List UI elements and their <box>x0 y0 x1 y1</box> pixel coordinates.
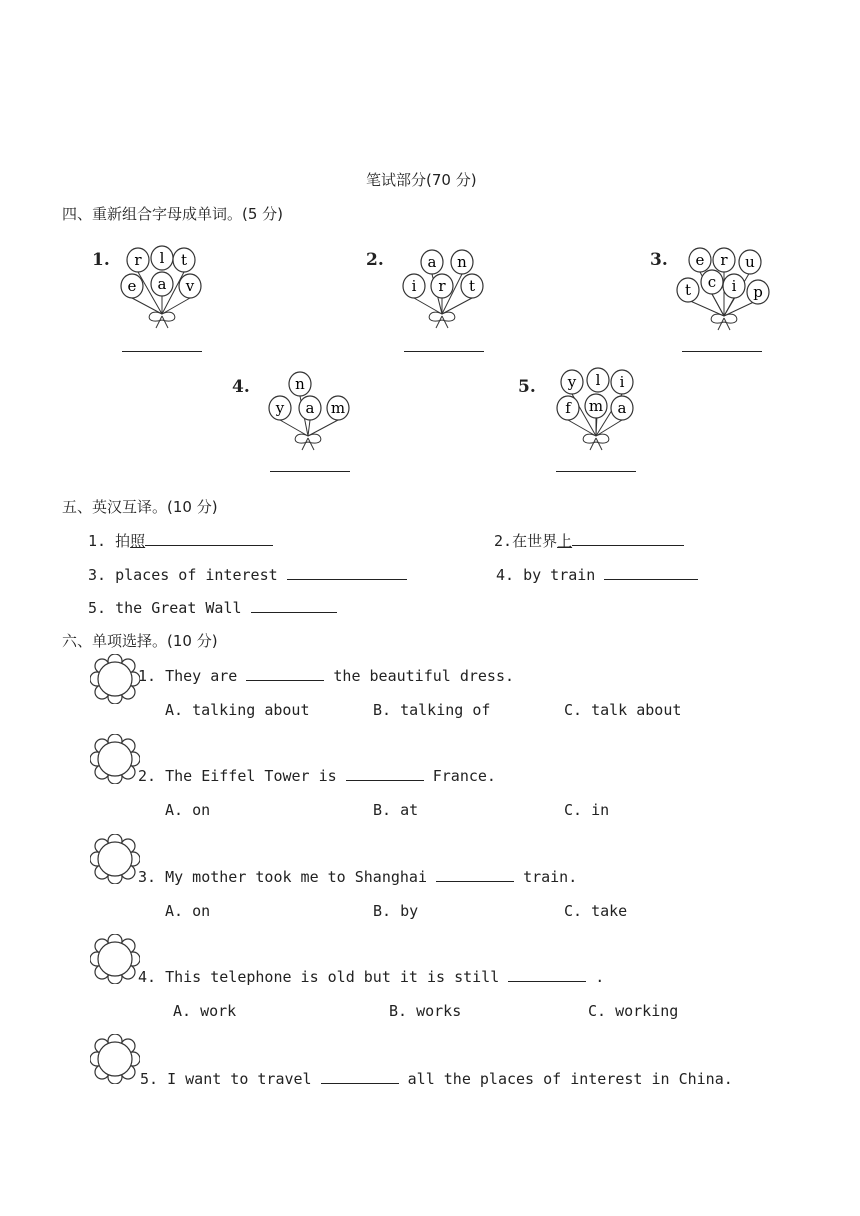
balloon-letter: f <box>565 399 571 417</box>
sec4-item-1-number: 1. <box>92 250 110 270</box>
option-b[interactable]: B. at <box>373 801 419 819</box>
balloon-letter: a <box>305 399 315 417</box>
option-a[interactable]: A. work <box>173 1002 237 1020</box>
answer-blank[interactable] <box>572 531 684 546</box>
balloon-letter: a <box>157 275 167 293</box>
option-b[interactable]: B. by <box>373 902 419 920</box>
balloon-letter: l <box>595 371 601 389</box>
answer-blank[interactable] <box>604 565 698 580</box>
answer-line-1[interactable] <box>122 350 202 352</box>
question-text: I want to travel <box>167 1070 312 1088</box>
question-2 <box>138 766 496 786</box>
question-4 <box>138 967 604 987</box>
answer-line-2[interactable] <box>404 350 484 352</box>
item-text: the Great Wall <box>115 599 242 617</box>
question-number: 3. <box>138 868 157 886</box>
question-5 <box>140 1069 733 1089</box>
sec5-item-2 <box>494 531 684 551</box>
balloon-letter: y <box>275 399 285 417</box>
balloon-letter: p <box>753 283 763 301</box>
balloon-letter: i <box>411 277 417 295</box>
balloon-letter: a <box>427 253 437 271</box>
question-number: 4. <box>138 968 157 986</box>
sec4-item-2-number: 2. <box>366 250 384 270</box>
balloon-letter: m <box>330 399 346 417</box>
balloon-letter: t <box>180 251 188 269</box>
option-a[interactable]: A. talking about <box>165 701 310 719</box>
answer-blank[interactable] <box>321 1069 399 1084</box>
page-title: 笔试部分(70 分) <box>366 171 477 189</box>
option-a[interactable]: A. on <box>165 801 211 819</box>
balloon-letter: l <box>159 249 165 267</box>
sec5-item-5 <box>88 598 337 618</box>
balloon-letter: r <box>720 251 728 269</box>
option-a[interactable]: A. on <box>165 902 211 920</box>
balloon-letter: i <box>619 373 625 391</box>
question-text: The Eiffel Tower is <box>165 767 337 785</box>
question-text: This telephone is old but it is still <box>165 968 500 986</box>
option-c[interactable]: C. in <box>564 801 610 819</box>
balloon-letter: n <box>457 253 467 271</box>
section-4-heading: 四、重新组合字母成单词。(5 分) <box>62 205 284 223</box>
answer-blank[interactable] <box>287 565 407 580</box>
question-number: 1. <box>138 667 157 685</box>
item-number: 3. <box>88 566 107 584</box>
balloon-letter: e <box>127 277 137 295</box>
item-text: places of interest <box>115 566 278 584</box>
answer-blank[interactable] <box>508 967 586 982</box>
balloon-bunch-4 <box>264 370 354 452</box>
flower-answer-box-3[interactable] <box>90 834 140 884</box>
section-5-heading: 五、英汉互译。(10 分) <box>62 498 218 516</box>
balloon-letter: n <box>295 375 305 393</box>
flower-answer-box-4[interactable] <box>90 934 140 984</box>
answer-blank[interactable] <box>346 766 424 781</box>
question-3 <box>138 867 577 887</box>
answer-line-5[interactable] <box>556 470 636 472</box>
balloon-letter: r <box>134 251 142 269</box>
option-c[interactable]: C. talk about <box>564 701 682 719</box>
question-text: . <box>595 968 605 986</box>
question-number: 2. <box>138 767 157 785</box>
item-number: 1. <box>88 532 107 550</box>
item-number: 4. <box>496 566 515 584</box>
item-text: 拍 <box>115 532 131 550</box>
question-text: My mother took me to Shanghai <box>165 868 427 886</box>
item-text: by train <box>523 566 596 584</box>
option-b[interactable]: B. talking of <box>373 701 491 719</box>
question-text: all the places of interest in China. <box>407 1070 733 1088</box>
item-text: 在世界 <box>512 532 558 550</box>
item-number: 2. <box>494 532 513 550</box>
sec4-item-4-number: 4. <box>232 377 250 397</box>
item-number: 5. <box>88 599 107 617</box>
flower-answer-box-1[interactable] <box>90 654 140 704</box>
balloon-bunch-3 <box>674 244 774 332</box>
question-text: the beautiful dress. <box>333 667 515 685</box>
balloon-letter: r <box>438 277 446 295</box>
balloon-letter: c <box>707 273 717 291</box>
item-underlined-text: 照 <box>130 532 146 550</box>
answer-blank[interactable] <box>145 531 273 546</box>
balloon-letter: m <box>588 397 604 415</box>
question-1 <box>138 666 514 686</box>
option-c[interactable]: C. take <box>564 902 628 920</box>
balloon-letter: e <box>695 251 705 269</box>
item-underlined-text: 上 <box>557 532 573 550</box>
question-number: 5. <box>140 1070 159 1088</box>
question-text: train. <box>523 868 578 886</box>
balloon-letter: a <box>617 399 627 417</box>
answer-blank[interactable] <box>246 666 324 681</box>
balloon-bunch-5 <box>552 366 642 452</box>
question-text: France. <box>432 767 496 785</box>
balloon-bunch-1 <box>118 244 208 332</box>
sec5-item-3 <box>88 565 407 585</box>
balloon-letter: y <box>567 373 577 391</box>
answer-line-4[interactable] <box>270 470 350 472</box>
flower-answer-box-2[interactable] <box>90 734 140 784</box>
answer-blank[interactable] <box>436 867 514 882</box>
answer-blank[interactable] <box>251 598 337 613</box>
section-6-heading: 六、单项选择。(10 分) <box>62 632 218 650</box>
option-b[interactable]: B. works <box>389 1002 462 1020</box>
sec4-item-3-number: 3. <box>650 250 668 270</box>
sec5-item-1 <box>88 531 273 551</box>
flower-answer-box-5[interactable] <box>90 1034 140 1084</box>
question-text: They are <box>165 667 238 685</box>
option-c[interactable]: C. working <box>588 1002 679 1020</box>
balloon-bunch-2 <box>398 248 488 332</box>
sec5-item-4 <box>496 565 698 585</box>
answer-line-3[interactable] <box>682 350 762 352</box>
balloon-letter: t <box>684 281 692 299</box>
balloon-letter: t <box>468 277 476 295</box>
balloon-letter: u <box>745 253 755 271</box>
balloon-letter: i <box>731 277 737 295</box>
balloon-letter: v <box>185 277 195 295</box>
sec4-item-5-number: 5. <box>518 377 536 397</box>
